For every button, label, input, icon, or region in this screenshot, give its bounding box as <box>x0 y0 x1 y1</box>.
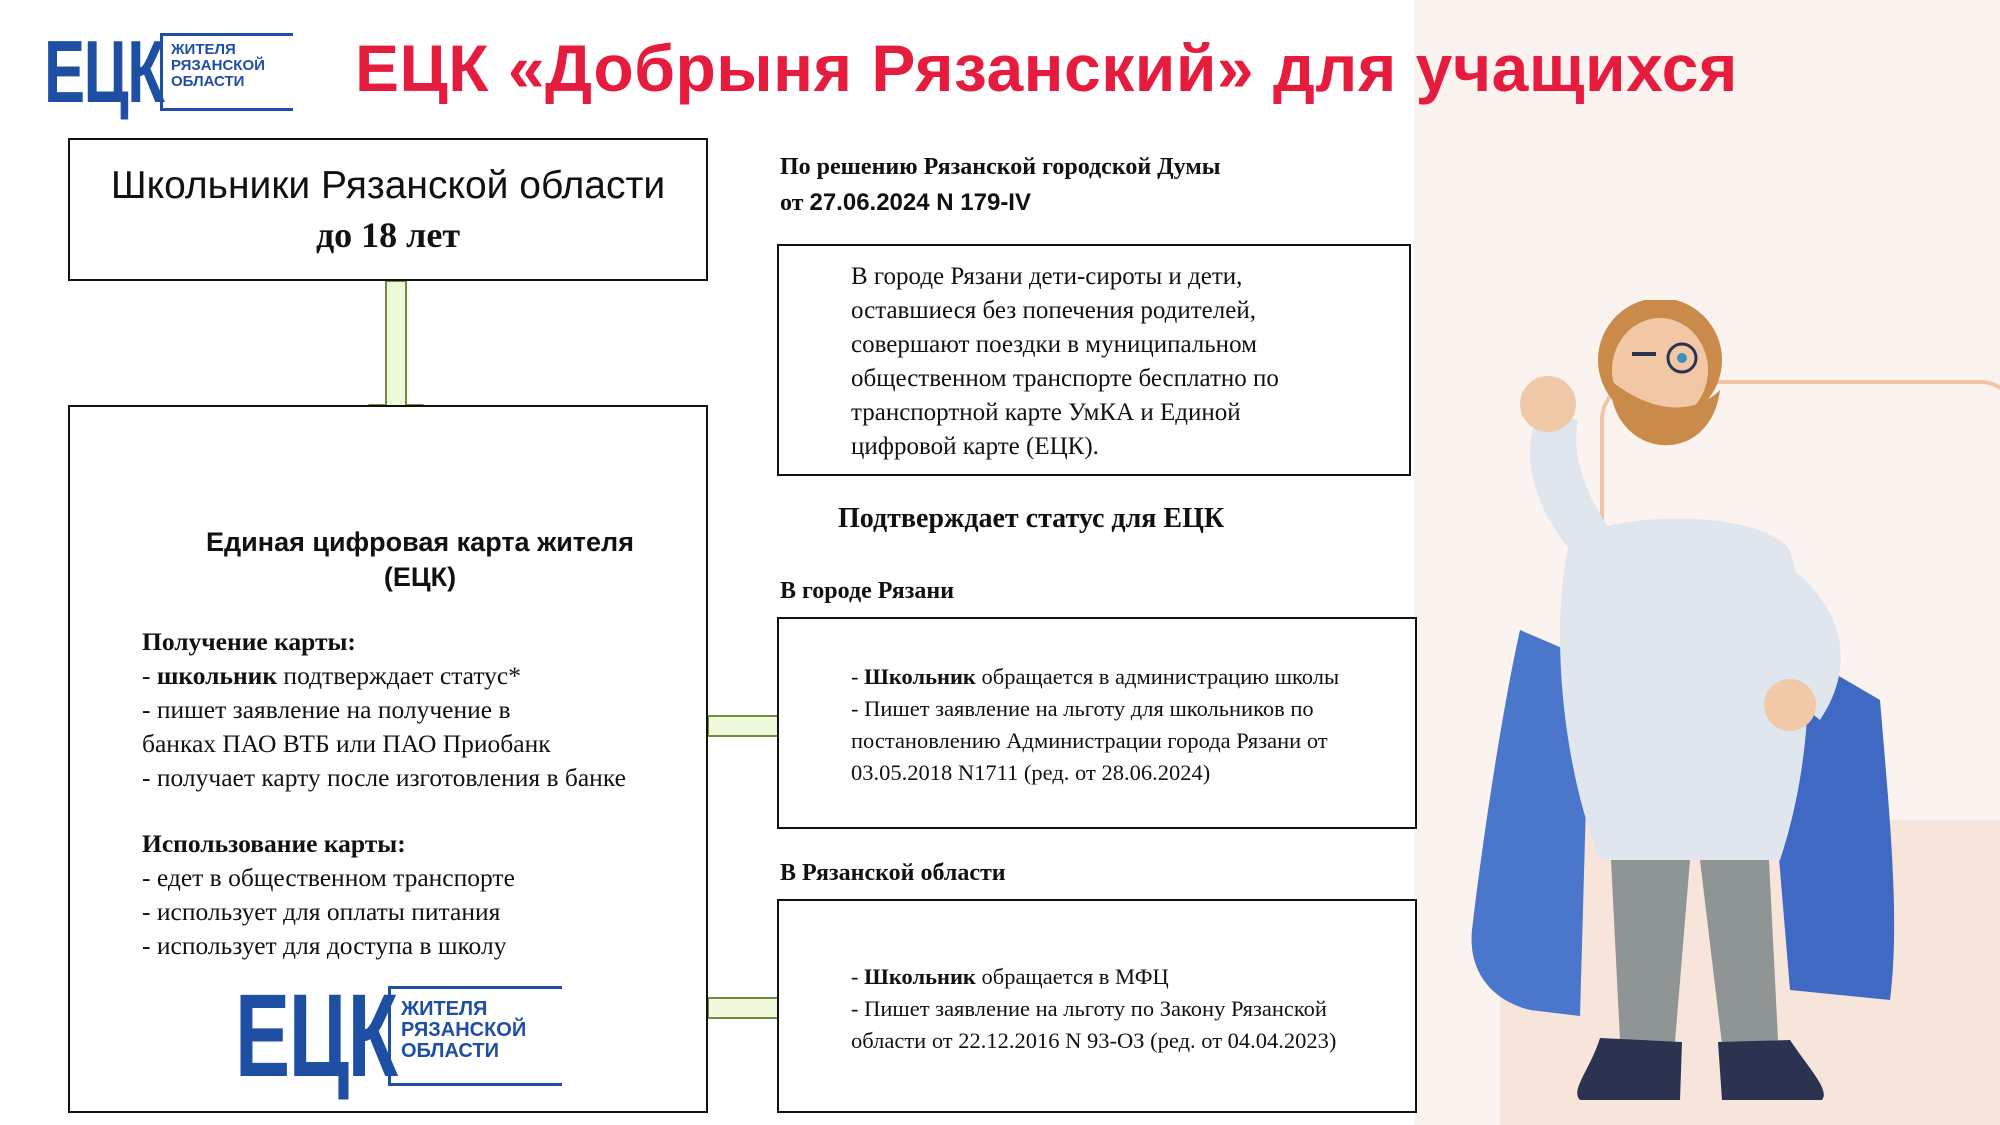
use-item: - использует для доступа в школу <box>142 931 507 960</box>
city-text: - Школьник обращается в администрацию школы - Пишет заявление на льготу для школьников по постановлению Администрации города Рязани от 03.05.2018 N1711 (ред. от 28.06.2024) <box>851 664 1340 785</box>
city-box <box>777 617 1417 829</box>
decision-text: В городе Рязани дети-сироты и дети, оставшиеся без попечения родителей, совершают поездки в муниципальном общественном транспорте бесплатно по транспортной карте УмКА и Единой цифровой карте (ЕЦК). <box>851 263 1279 460</box>
get-item: банках ПАО ВТБ или ПАО Приобанк <box>142 729 551 758</box>
card-use-section <box>142 827 515 963</box>
region-heading: В Рязанской области <box>780 860 1006 886</box>
logo-abbr: ЕЦК <box>44 22 164 121</box>
card-logo <box>235 970 562 1102</box>
get-heading: Получение карты: <box>142 627 356 656</box>
confirm-heading: Подтверждает статус для ЕЦК <box>838 503 1225 534</box>
decision-box <box>777 244 1411 476</box>
logo-tagline: ЖИТЕЛЯ РЯЗАНСКОЙ ОБЛАСТИ <box>160 33 293 111</box>
use-heading: Использование карты: <box>142 829 406 858</box>
header-logo <box>44 22 293 121</box>
audience-line: Школьники Рязанской области <box>110 164 666 207</box>
use-item: - использует для оплаты питания <box>142 897 501 926</box>
use-item: - едет в общественном транспорте <box>142 863 515 892</box>
region-box <box>777 899 1417 1113</box>
card-title: Единая цифровая карта жителя (ЕЦК) <box>206 527 634 593</box>
get-item: - школьник подтверждает статус* <box>142 661 521 690</box>
city-heading: В городе Рязани <box>780 578 955 604</box>
decision-heading: По решению Рязанской городской Думы от 27.06.2024 N 179-IV <box>780 154 1221 216</box>
audience-age: до 18 лет <box>315 215 461 255</box>
audience-box <box>68 138 708 281</box>
page-title: ЕЦК «Добрыня Рязанский» для учащихся <box>355 31 1738 105</box>
get-item: - получает карту после изготовления в банке <box>142 763 626 792</box>
mascot-illustration <box>1460 300 1980 1120</box>
region-text: - Школьник обращается в МФЦ - Пишет заявление на льготу по Закону Рязанской области от 22.12.2016 N 93-ОЗ (ред. от 04.04.2023) <box>851 964 1337 1053</box>
card-get-section <box>142 625 626 795</box>
logo-tagline: ЖИТЕЛЯ РЯЗАНСКОЙ ОБЛАСТИ <box>388 986 562 1086</box>
get-item: - пишет заявление на получение в <box>142 695 511 724</box>
logo-abbr: ЕЦК <box>235 970 397 1102</box>
card-box <box>68 405 708 1113</box>
